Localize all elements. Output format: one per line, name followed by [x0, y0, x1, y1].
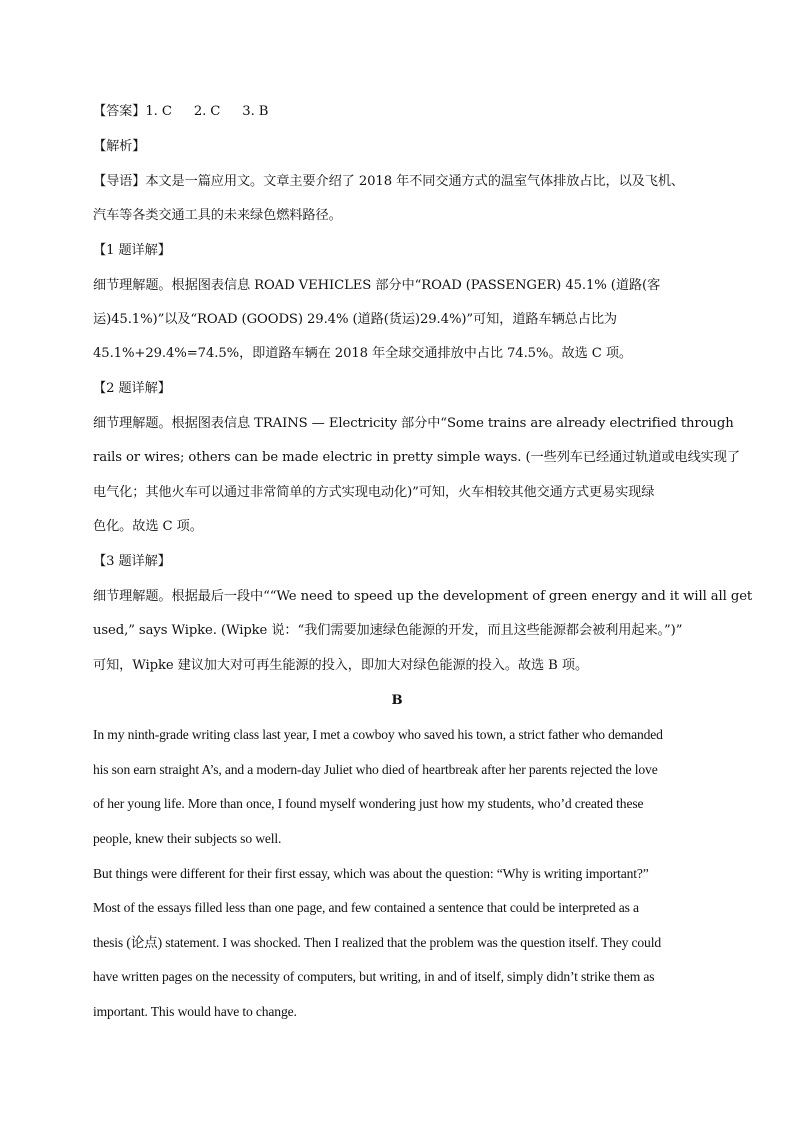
answer-label: 【答案】 [93, 104, 146, 119]
intro-line-1: 【导语】本文是一篇应用文。文章主要介绍了 2018 年不同交通方式的温室气体排放占比，以及飞机、 [93, 174, 685, 189]
passage-line-5: But things were different for their first essay, which was about the question: “Why is writing important?” [93, 866, 649, 881]
answer-item-1: 1. C [145, 104, 172, 119]
passage-line-6: Most of the essays filled less than one page, and few contained a sentence that could be interpreted as a [93, 900, 639, 915]
intro-line-2: 汽车等各类交通工具的未来绿色燃料路径。 [93, 208, 342, 223]
passage-line-8: have written pages on the necessity of computers, but writing, in and of itself, simply didn’t strike them as [93, 969, 655, 984]
q2-heading: 【2 题详解】 [93, 381, 171, 396]
passage-line-2: his son earn straight A’s, and a modern-day Juliet who died of heartbreak after her parents rejected the love [93, 762, 658, 777]
q2-line-3: 电气化；其他火车可以通过非常简单的方式实现电动化)”可知，火车相较其他交通方式更易实现绿 [93, 485, 655, 500]
q3-line-3: 可知，Wipke 建议加大对可再生能源的投入，即加大对绿色能源的投入。故选 B 项。 [93, 658, 589, 673]
q3-line-1: 细节理解题。根据最后一段中““We need to speed up the development of green energy and it will all get [93, 589, 753, 604]
passage-line-4: people, knew their subjects so well. [93, 831, 282, 846]
q2-line-2: rails or wires; others can be made electric in pretty simple ways. (一些列车已经通过轨道或电线实现了 [93, 450, 740, 465]
passage-line-7: thesis (论点) statement. I was shocked. Then I realized that the problem was the question itself. They could [93, 935, 661, 950]
q2-line-4: 色化。故选 C 项。 [93, 519, 203, 534]
section-b-heading: B [391, 693, 403, 708]
q3-line-2: used,” says Wipke. (Wipke 说：“我们需要加速绿色能源的开发，而且这些能源都会被利用起来。”)” [93, 623, 683, 638]
answer-item-2: 2. C [193, 104, 221, 119]
passage-line-1: In my ninth-grade writing class last year, I met a cowboy who saved his town, a strict father who demanded [93, 727, 663, 742]
passage-line-3: of her young life. More than once, I found myself wondering just how my students, who’d created these [93, 796, 644, 811]
answer-line [93, 102, 703, 122]
passage-line-9: important. This would have to change. [93, 1004, 297, 1019]
q1-line-2: 运)45.1%)”以及“ROAD (GOODS) 29.4% (道路(货运)29.4%)”可知，道路车辆总占比为 [93, 312, 618, 327]
q1-line-1: 细节理解题。根据图表信息 ROAD VEHICLES 部分中“ROAD (PASSENGER) 45.1% (道路(客 [93, 278, 661, 293]
answer-item-3: 3. B [242, 104, 269, 119]
q3-heading: 【3 题详解】 [93, 554, 171, 569]
q1-heading: 【1 题详解】 [93, 243, 171, 258]
q2-line-1: 细节理解题。根据图表信息 TRAINS — Electricity 部分中“Some trains are already electrified through [93, 416, 734, 431]
q1-line-3: 45.1%+29.4%=74.5%，即道路车辆在 2018 年全球交通排放中占比 74.5%。故选 C 项。 [93, 346, 633, 361]
analysis-heading: 【解析】 [93, 139, 146, 154]
